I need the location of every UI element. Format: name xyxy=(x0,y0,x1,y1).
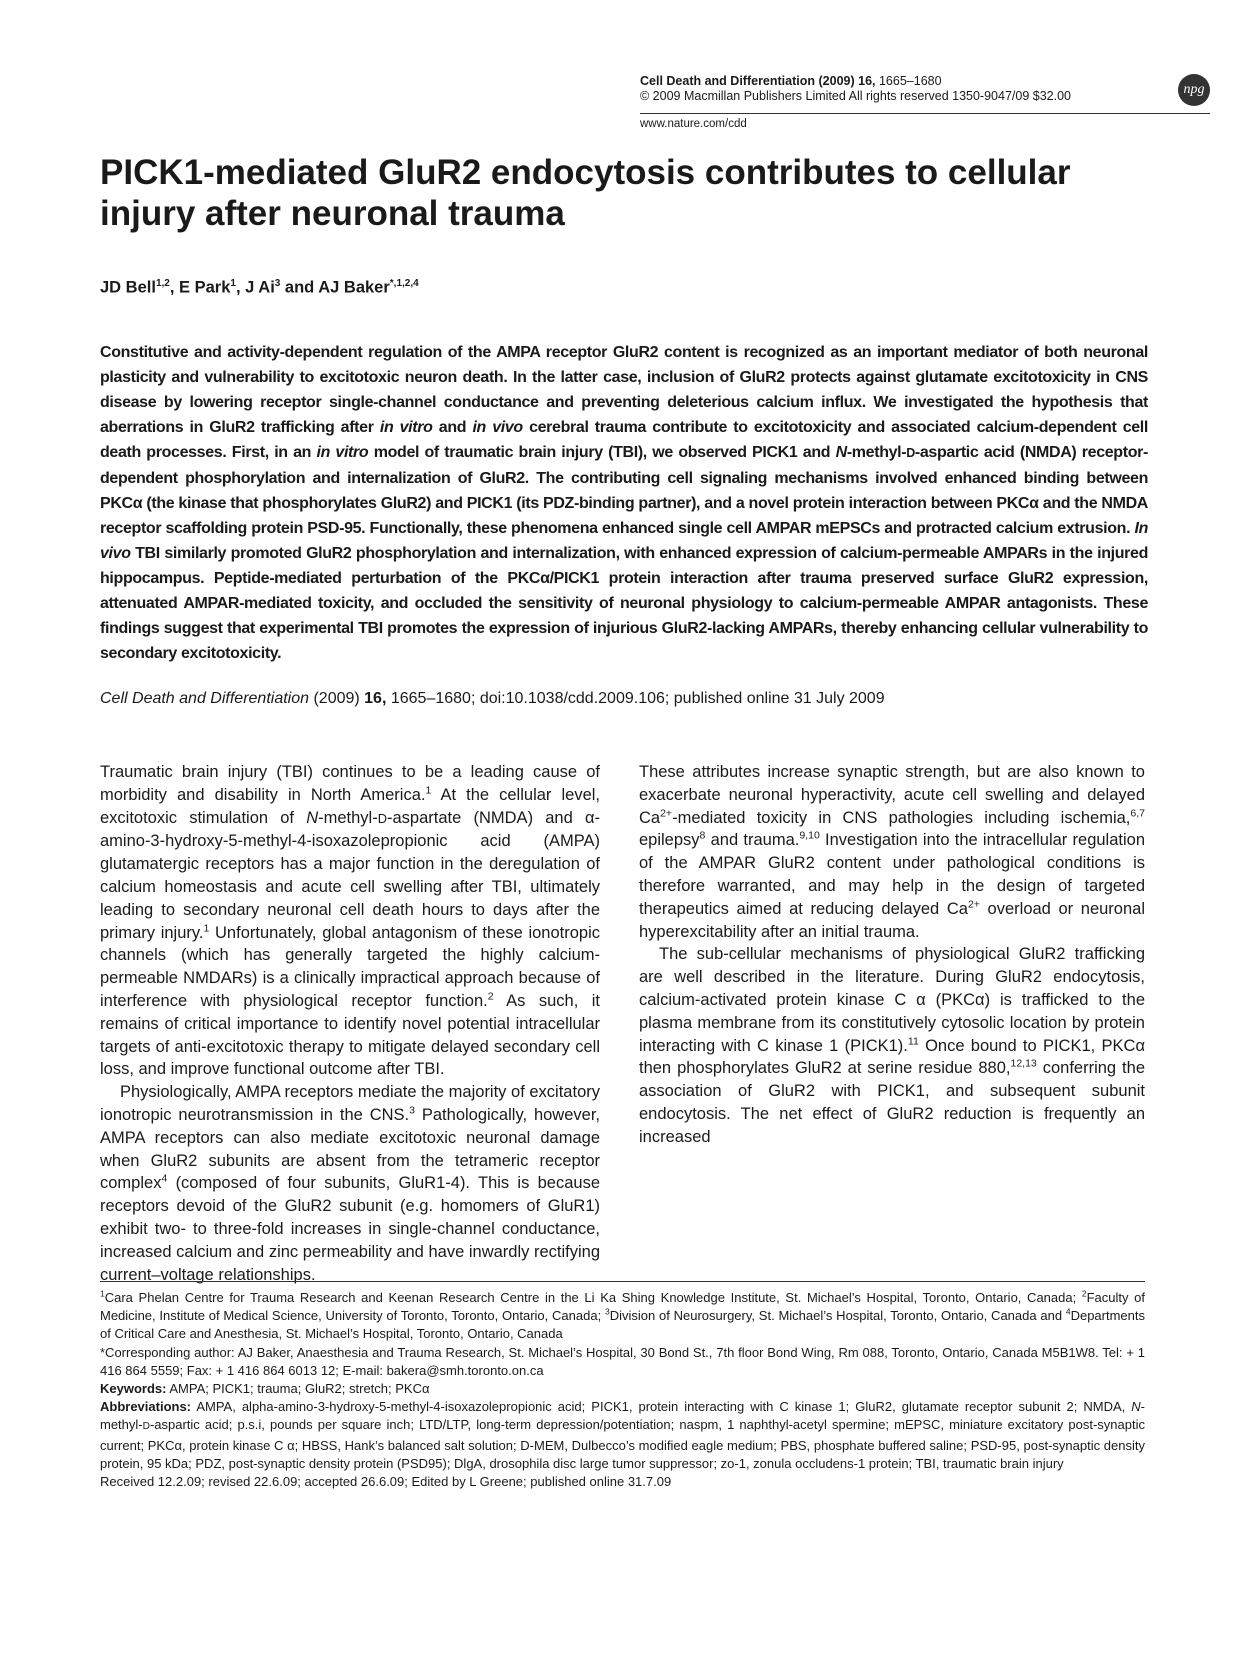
abstract-text: cerebral trauma contribute to excitotoxicity and associated calcium-dependent cell death processes. First, in an xyxy=(100,419,1148,461)
ion-charge: 2+ xyxy=(967,898,980,911)
reference-link[interactable]: 1 xyxy=(203,922,210,935)
abbreviations-text: AMPA, alpha-amino-3-hydroxy-5-methyl-4-isoxazolepropionic acid; PICK1, protein interacting with C kinase 1; GluR2, glutamate receptor subunit 2; NMDA, xyxy=(191,1399,1132,1415)
journal-header xyxy=(640,74,1210,104)
journal-year-volume: (2009) 16, xyxy=(818,74,876,88)
body-text: These attributes increase synaptic strength, but are also known to exacerbate neuronal hyperactivity, acute cell swelling and delayed Ca xyxy=(639,763,1145,827)
keywords-label: Keywords: xyxy=(100,1381,167,1397)
author-affiliation: 1 xyxy=(230,278,236,289)
keywords-text: AMPA; PICK1; trauma; GluR2; stretch; PKCα xyxy=(166,1381,430,1397)
affiliation-text: Faculty of Medicine, Institute of Medical Science, University of Toronto, Toronto, Ontario, Canada; xyxy=(100,1290,1145,1324)
body-paragraph xyxy=(100,761,600,1081)
body-text: and trauma. xyxy=(705,831,800,850)
reference-link[interactable]: 12,13 xyxy=(1010,1057,1037,1070)
abstract-text: and xyxy=(432,419,473,436)
reference-link[interactable]: 11 xyxy=(907,1035,919,1048)
footnote-divider xyxy=(100,1281,1145,1282)
body-paragraph xyxy=(100,1081,600,1286)
journal-pages: 1665–1680 xyxy=(878,74,942,88)
body-paragraph xyxy=(639,761,1145,943)
affiliation-text: Cara Phelan Centre for Trauma Research and Keenan Research Centre in the Li Ka Shing Knowledge Institute, St. Michael’s Hospital, Toronto, Ontario, Canada; xyxy=(104,1290,1082,1305)
body-text: At the cellular level, excitotoxic stimulation of xyxy=(100,785,600,827)
body-text: -aspartate (NMDA) and α-amino-3-hydroxy-5-methyl-4-isoxazolepropionic acid (AMPA) glutamatergic receptors has a major function in the deregulation of calcium homeostasis and acute cell swelling after TBI, ultimately leading to secondary neuronal cell death hours to days after the primary injury. xyxy=(100,808,600,942)
journal-citation-line xyxy=(640,74,1210,89)
body-text: Unfortunately, global antagonism of these ionotropic channels (which has generally targeted the highly calcium-permeable NMDARs) is a clinically impractical approach because of interference with physiological receptor function. xyxy=(100,923,600,1010)
abbreviations-text: -aspartic acid; p.s.i, pounds per square inch; LTD/LTP, long-term depression/potentiation; naspm, 1 naphthyl-acetyl spermine; mEPSC, miniature excitatory post-synaptic current; PKCα, protein kinase C α; HBSS, Hank’s balanced salt solution; D-MEM, Dulbecco’s modified eagle medium; PBS, phosphate buffered saline; PSD-95, post-synaptic density protein, 95 kDa; PDZ, post-synaptic density protein (PSD95); DlgA, drosophila disc large tumor suppressor; zo-1, zonula occludens-1 protein; TBI, traumatic brain injury xyxy=(100,1417,1145,1471)
affiliation-number: 1 xyxy=(100,1288,105,1299)
received-dates: Received 12.2.09; revised 22.6.09; accepted 26.6.09; Edited by L Greene; published online 31.7.09 xyxy=(100,1474,672,1490)
body-column-left xyxy=(100,761,600,1286)
reference-link[interactable]: 6,7 xyxy=(1130,807,1145,820)
body-smallcaps: D xyxy=(377,810,388,826)
abstract-text: Constitutive and activity-dependent regulation of the AMPA receptor GluR2 content is recognized as an important mediator of both neuronal plasticity and vulnerability to excitotoxic neuron death. In the latter case, inclusion of GluR2 protects against glutamate excitotoxicity in CNS disease by lowering receptor single-channel conductance and preventing deleterious calcium influx. We investigated the hypothesis that aberrations in GluR2 trafficking after xyxy=(100,344,1148,436)
body-text: As such, it remains of critical importance to identify novel potential intracellular targets of anti-excitotoxic therapy to mitigate delayed secondary cell loss, and improve functional outcome after TBI. xyxy=(100,991,600,1079)
body-text: overload or neuronal hyperexcitability after an initial trauma. xyxy=(639,899,1145,941)
body-text: Investigation into the intracellular regulation of the AMPAR GluR2 content under pathological conditions is therefore warranted, and may help in the design of targeted therapeutics aimed at reducing delayed Ca xyxy=(639,831,1145,918)
journal-url[interactable]: www.nature.com/cdd xyxy=(640,118,747,130)
corresponding-author: *Corresponding author: AJ Baker, Anaesthesia and Trauma Research, St. Michael’s Hospital, 30 Bond St., 7th floor Bond Wing, Rm 088, Toronto, Ontario, Canada M5B1W8. Tel: + 1 416 864 5559; Fax: + 1 416 864 6013 12; E-mail: bakera@smh.toronto.on.ca xyxy=(100,1344,1145,1378)
author-affiliation: 1,2 xyxy=(155,278,170,289)
body-italic: N xyxy=(306,808,319,827)
abstract-italic: in vivo xyxy=(472,419,523,436)
author-name: E Park xyxy=(179,278,231,297)
affiliation-text: Division of Neurosurgery, St. Michael’s Hospital, Toronto, Ontario, Canada and xyxy=(609,1308,1066,1324)
abstract-italic: in vitro xyxy=(316,444,369,461)
abbreviations-italic: N xyxy=(1131,1399,1141,1415)
reference-link[interactable]: 2 xyxy=(487,990,494,1003)
body-text: The sub-cellular mechanisms of physiological GluR2 trafficking are well described in the literature. During GluR2 endocytosis, calcium-activated protein kinase C α (PKCα) is trafficked to the plasma membrane from its constitutively cytosolic location by protein interacting with C kinase 1 (PICK1). xyxy=(639,945,1145,1055)
body-text: epilepsy xyxy=(639,831,700,850)
author-name: AJ Baker xyxy=(318,278,390,297)
npg-logo: npg xyxy=(1178,74,1210,106)
author-list: JD Bell$^{1,2}$, E Park$^1$, J Ai$^3$ and AJ Baker$^{*,1,2,4}$ xyxy=(100,278,419,297)
abstract-italic: N xyxy=(835,444,847,461)
abstract-italic: in vitro xyxy=(379,419,433,436)
citation-doi: 1665–1680; doi:10.1038/cdd.2009.106; published online 31 July 2009 xyxy=(386,690,885,707)
reference-link[interactable]: 8 xyxy=(699,829,706,842)
abstract-smallcaps: D xyxy=(906,446,915,460)
body-text: Traumatic brain injury (TBI) continues to be a leading cause of morbidity and disability in North America. xyxy=(100,763,600,804)
abstract-italic: In vivo xyxy=(100,520,1148,562)
reference-link[interactable]: 3 xyxy=(409,1104,415,1117)
header-divider xyxy=(640,113,1210,114)
reference-link[interactable]: 9,10 xyxy=(799,829,820,842)
author-affiliation: *,1,2,4 xyxy=(389,278,419,289)
author-affiliation: 3 xyxy=(274,278,281,289)
affiliation-text: Departments of Critical Care and Anesthesia, St. Michael’s Hospital, Toronto, Ontario, Canada xyxy=(100,1308,1145,1342)
citation-journal: Cell Death and Differentiation xyxy=(100,690,310,707)
copyright-line: © 2009 Macmillan Publishers Limited All rights reserved 1350-9047/09 $32.00 xyxy=(640,89,1071,103)
reference-link[interactable]: 1 xyxy=(425,784,432,797)
body-text: -mediated toxicity in CNS pathologies including ischemia, xyxy=(672,808,1131,827)
abstract-text: model of traumatic brain injury (TBI), we observed PICK1 and xyxy=(368,444,836,461)
abstract-text: TBI similarly promoted GluR2 phosphorylation and internalization, with enhanced expression of calcium-permeable AMPARs in the injured hippocampus. Peptide-mediated perturbation of the PKCα/PICK1 protein interaction after trauma preserved surface GluR2 expression, attenuated AMPAR-mediated toxicity, and occluded the sensitivity of neuronal physiology to calcium-permeable AMPAR antagonists. These findings suggest that experimental TBI promotes the expression of injurious GluR2-lacking AMPARs, thereby enhancing cellular vulnerability to secondary excitotoxicity. xyxy=(100,545,1148,662)
body-text: Physiologically, AMPA receptors mediate the majority of excitatory ionotropic neurotransmission in the CNS. xyxy=(100,1083,600,1124)
body-text: (composed of four subunits, GluR1-4). This is because receptors devoid of the GluR2 subunit (e.g. homomers of GluR1) exhibit two- to three-fold increases in single-channel conductance, increased calcium and zinc permeability and have inwardly rectifying current–voltage relationships. xyxy=(100,1174,600,1284)
affiliation-number: 4 xyxy=(1065,1306,1071,1317)
abstract xyxy=(100,340,1148,666)
affiliation-number: 3 xyxy=(604,1306,610,1317)
affiliations xyxy=(100,1289,1145,1344)
body-column-right xyxy=(639,761,1145,1149)
abbreviations-label: Abbreviations: xyxy=(100,1399,192,1415)
abstract-text: -aspartic acid (NMDA) receptor-dependent phosphorylation and internalization of GluR2. The contributing cell signaling mechanisms involved enhanced binding between PKCα (the kinase that phosphorylates GluR2) and PICK1 (its PDZ-binding partner), and a novel protein interaction between PKCα and the NMDA receptor scaffolding protein PSD-95. Functionally, these phenomena enhanced single cell AMPAR mEPSCs and protracted calcium extrusion. xyxy=(100,444,1148,537)
ion-charge: 2+ xyxy=(660,807,673,820)
author-name: J Ai xyxy=(245,278,275,297)
abbreviations-smallcaps: D xyxy=(142,1421,150,1433)
article-citation xyxy=(100,690,885,708)
abbreviations-text: -methyl- xyxy=(100,1399,1145,1433)
footnotes xyxy=(100,1289,1145,1491)
body-text: Pathologically, however, AMPA receptors can also mediate excitotoxic neuronal damage when GluR2 subunits are absent from the tetrameric receptor complex xyxy=(100,1105,600,1193)
journal-name: Cell Death and Differentiation xyxy=(640,74,816,88)
body-paragraph xyxy=(639,943,1145,1148)
body-text: conferring the association of GluR2 with PICK1, and subsequent subunit endocytosis. The net effect of GluR2 reduction is frequently an increased xyxy=(639,1059,1145,1146)
citation-volume: 16, xyxy=(364,690,387,707)
citation-year: (2009) xyxy=(309,690,365,707)
author-name: JD Bell xyxy=(100,278,156,297)
article-title: PICK1-mediated GluR2 endocytosis contributes to cellular injury after neuronal trauma xyxy=(100,153,1071,233)
body-text: Once bound to PICK1, PKCα then phosphorylates GluR2 at serine residue 880, xyxy=(639,1036,1145,1078)
abstract-text: -methyl- xyxy=(846,444,907,461)
abbreviations xyxy=(100,1398,1145,1473)
reference-link[interactable]: 4 xyxy=(161,1172,168,1185)
body-text: -methyl- xyxy=(318,808,378,827)
keywords xyxy=(100,1380,1145,1398)
affiliation-number: 2 xyxy=(1081,1288,1087,1299)
